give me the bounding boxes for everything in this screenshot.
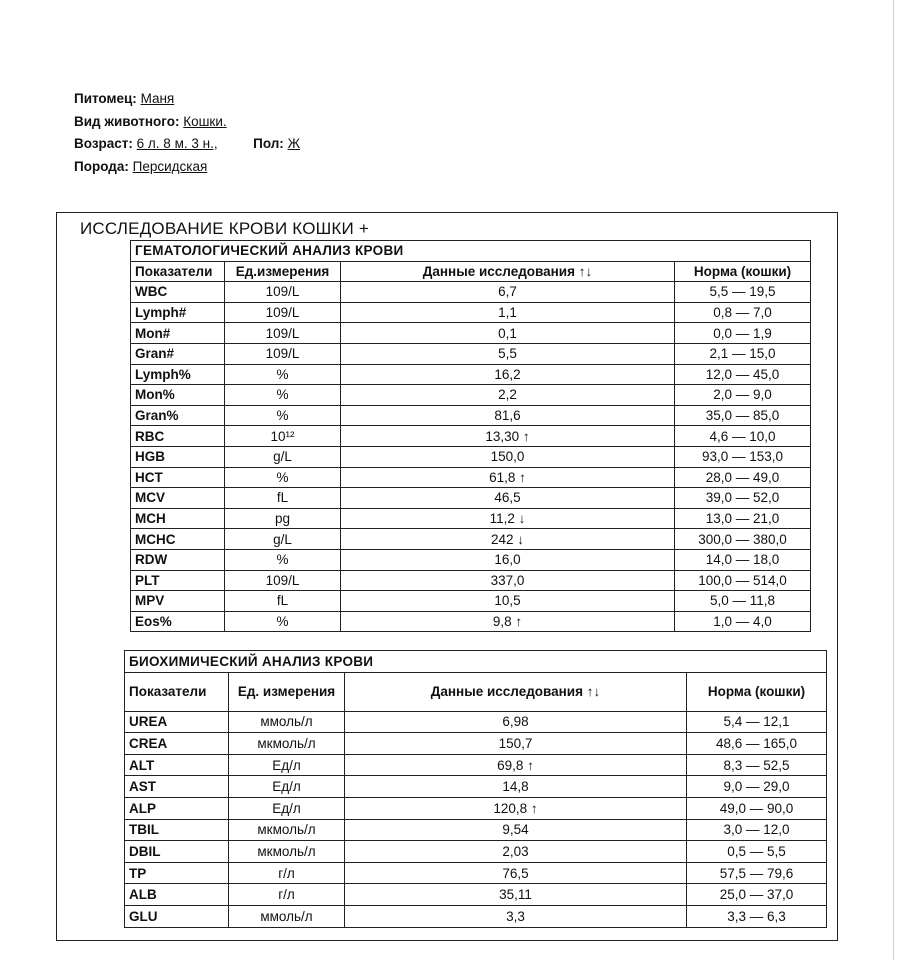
species-row	[74, 111, 300, 134]
table-row	[131, 364, 811, 385]
unit-cell: мкмоль/л	[229, 819, 345, 841]
table-row	[125, 841, 827, 863]
unit-cell: мкмоль/л	[229, 733, 345, 755]
unit-cell: %	[225, 611, 341, 632]
norm-cell: 9,0 — 29,0	[687, 776, 827, 798]
table-row	[125, 754, 827, 776]
indicator-cell: MCH	[131, 508, 225, 529]
norm-cell: 14,0 — 18,0	[675, 549, 811, 570]
norm-cell: 28,0 — 49,0	[675, 467, 811, 488]
norm-cell: 3,0 — 12,0	[687, 819, 827, 841]
sex-value: Ж	[287, 136, 301, 151]
result-cell: 150,7	[345, 733, 687, 755]
result-cell: 2,03	[345, 841, 687, 863]
result-cell: 9,54	[345, 819, 687, 841]
breed-row	[74, 156, 300, 179]
unit-cell: 109/L	[225, 323, 341, 344]
result-cell: 16,2	[341, 364, 675, 385]
norm-cell: 25,0 — 37,0	[687, 884, 827, 906]
hematology-heading: ГЕМАТОЛОГИЧЕСКИЙ АНАЛИЗ КРОВИ	[131, 241, 811, 262]
indicator-cell: Mon%	[131, 385, 225, 406]
unit-cell: fL	[225, 591, 341, 612]
result-cell: 61,8 ↑	[341, 467, 675, 488]
indicator-cell: TP	[125, 862, 229, 884]
patient-info	[74, 88, 300, 178]
table-row	[131, 446, 811, 467]
table-row	[131, 405, 811, 426]
unit-cell: %	[225, 364, 341, 385]
unit-cell: г/л	[229, 862, 345, 884]
norm-cell: 48,6 — 165,0	[687, 733, 827, 755]
norm-cell: 3,3 — 6,3	[687, 905, 827, 927]
indicator-cell: HCT	[131, 467, 225, 488]
norm-cell: 300,0 — 380,0	[675, 529, 811, 550]
result-cell: 69,8 ↑	[345, 754, 687, 776]
table-row	[125, 862, 827, 884]
unit-cell: 109/L	[225, 570, 341, 591]
norm-cell: 0,5 — 5,5	[687, 841, 827, 863]
norm-cell: 2,1 — 15,0	[675, 343, 811, 364]
unit-cell: 109/L	[225, 302, 341, 323]
result-cell: 6,7	[341, 282, 675, 303]
result-cell: 337,0	[341, 570, 675, 591]
result-cell: 120,8 ↑	[345, 797, 687, 819]
unit-cell: мкмоль/л	[229, 841, 345, 863]
indicator-cell: AST	[125, 776, 229, 798]
norm-cell: 8,3 — 52,5	[687, 754, 827, 776]
indicator-cell: Gran#	[131, 343, 225, 364]
unit-cell: г/л	[229, 884, 345, 906]
indicator-cell: ALT	[125, 754, 229, 776]
table-row	[131, 591, 811, 612]
unit-cell: %	[225, 385, 341, 406]
unit-cell: fL	[225, 488, 341, 509]
table-row	[131, 611, 811, 632]
indicator-cell: TBIL	[125, 819, 229, 841]
table-row	[131, 467, 811, 488]
table-row	[125, 776, 827, 798]
table-row	[131, 343, 811, 364]
table-row	[131, 302, 811, 323]
unit-cell: Ед/л	[229, 754, 345, 776]
table-row	[131, 426, 811, 447]
hematology-table	[130, 240, 811, 632]
norm-cell: 5,0 — 11,8	[675, 591, 811, 612]
result-cell: 2,2	[341, 385, 675, 406]
result-cell: 16,0	[341, 549, 675, 570]
table-row	[131, 508, 811, 529]
norm-cell: 13,0 — 21,0	[675, 508, 811, 529]
result-cell: 1,1	[341, 302, 675, 323]
report-title: ИССЛЕДОВАНИЕ КРОВИ КОШКИ +	[80, 219, 369, 238]
indicator-cell: UREA	[125, 711, 229, 733]
indicator-cell: ALB	[125, 884, 229, 906]
unit-cell: Ед/л	[229, 776, 345, 798]
table-row	[131, 282, 811, 303]
indicator-cell: CREA	[125, 733, 229, 755]
unit-cell: %	[225, 549, 341, 570]
norm-cell: 100,0 — 514,0	[675, 570, 811, 591]
norm-cell: 35,0 — 85,0	[675, 405, 811, 426]
result-cell: 35,11	[345, 884, 687, 906]
unit-cell: 109/L	[225, 343, 341, 364]
result-cell: 14,8	[345, 776, 687, 798]
unit-cell: 10¹²	[225, 426, 341, 447]
age-value: 6 л. 8 м. 3 н.,	[136, 136, 218, 151]
table-row	[125, 819, 827, 841]
table-row	[131, 323, 811, 344]
table-row	[131, 529, 811, 550]
indicator-cell: RBC	[131, 426, 225, 447]
result-cell: 13,30 ↑	[341, 426, 675, 447]
biochemistry-heading: БИОХИМИЧЕСКИЙ АНАЛИЗ КРОВИ	[125, 651, 827, 673]
indicator-cell: Lymph#	[131, 302, 225, 323]
table-row	[125, 884, 827, 906]
indicator-cell: WBC	[131, 282, 225, 303]
norm-cell: 0,8 — 7,0	[675, 302, 811, 323]
pet-row	[74, 88, 300, 111]
indicator-cell: DBIL	[125, 841, 229, 863]
norm-cell: 2,0 — 9,0	[675, 385, 811, 406]
unit-cell: g/L	[225, 529, 341, 550]
result-cell: 11,2 ↓	[341, 508, 675, 529]
table-row	[125, 733, 827, 755]
norm-cell: 49,0 — 90,0	[687, 797, 827, 819]
result-cell: 0,1	[341, 323, 675, 344]
result-cell: 150,0	[341, 446, 675, 467]
norm-cell: 5,4 — 12,1	[687, 711, 827, 733]
result-cell: 10,5	[341, 591, 675, 612]
indicator-cell: PLT	[131, 570, 225, 591]
norm-cell: 93,0 — 153,0	[675, 446, 811, 467]
indicator-cell: ALP	[125, 797, 229, 819]
unit-cell: %	[225, 405, 341, 426]
result-cell: 76,5	[345, 862, 687, 884]
column-header-indicator: Показатели	[125, 672, 229, 711]
norm-cell: 57,5 — 79,6	[687, 862, 827, 884]
result-cell: 5,5	[341, 343, 675, 364]
biochemistry-table	[124, 650, 827, 928]
sex-label: Пол:	[253, 136, 284, 151]
indicator-cell: HGB	[131, 446, 225, 467]
result-cell: 46,5	[341, 488, 675, 509]
result-cell: 3,3	[345, 905, 687, 927]
indicator-cell: Gran%	[131, 405, 225, 426]
indicator-cell: Lymph%	[131, 364, 225, 385]
indicator-cell: Eos%	[131, 611, 225, 632]
indicator-cell: MCHC	[131, 529, 225, 550]
table-row	[125, 711, 827, 733]
breed-label: Порода:	[74, 158, 129, 174]
pet-label: Питомец:	[74, 91, 137, 106]
indicator-cell: MPV	[131, 591, 225, 612]
table-row	[131, 549, 811, 570]
indicator-cell: RDW	[131, 549, 225, 570]
column-header-norm: Норма (кошки)	[675, 261, 811, 282]
table-row	[125, 905, 827, 927]
norm-cell: 1,0 — 4,0	[675, 611, 811, 632]
breed-value: Персидская	[132, 158, 208, 174]
indicator-cell: GLU	[125, 905, 229, 927]
column-header-norm: Норма (кошки)	[687, 672, 827, 711]
indicator-cell: MCV	[131, 488, 225, 509]
table-row	[125, 797, 827, 819]
norm-cell: 0,0 — 1,9	[675, 323, 811, 344]
column-header-result: Данные исследования ↑↓	[345, 672, 687, 711]
unit-cell: ммоль/л	[229, 905, 345, 927]
species-value: Кошки.	[183, 113, 227, 129]
indicator-cell: Mon#	[131, 323, 225, 344]
column-header-unit: Ед.измерения	[225, 261, 341, 282]
unit-cell: g/L	[225, 446, 341, 467]
result-cell: 6,98	[345, 711, 687, 733]
column-header-indicator: Показатели	[131, 261, 225, 282]
column-header-result: Данные исследования ↑↓	[341, 261, 675, 282]
result-cell: 9,8 ↑	[341, 611, 675, 632]
table-row	[131, 385, 811, 406]
unit-cell: Ед/л	[229, 797, 345, 819]
age-row	[74, 133, 300, 156]
unit-cell: 109/L	[225, 282, 341, 303]
norm-cell: 39,0 — 52,0	[675, 488, 811, 509]
table-row	[131, 570, 811, 591]
result-cell: 242 ↓	[341, 529, 675, 550]
column-header-unit: Ед. измерения	[229, 672, 345, 711]
age-label: Возраст:	[74, 136, 133, 151]
norm-cell: 12,0 — 45,0	[675, 364, 811, 385]
table-row	[131, 488, 811, 509]
norm-cell: 4,6 — 10,0	[675, 426, 811, 447]
unit-cell: %	[225, 467, 341, 488]
result-cell: 81,6	[341, 405, 675, 426]
unit-cell: pg	[225, 508, 341, 529]
norm-cell: 5,5 — 19,5	[675, 282, 811, 303]
species-label: Вид животного:	[74, 113, 180, 129]
unit-cell: ммоль/л	[229, 711, 345, 733]
pet-value: Маня	[140, 91, 175, 106]
